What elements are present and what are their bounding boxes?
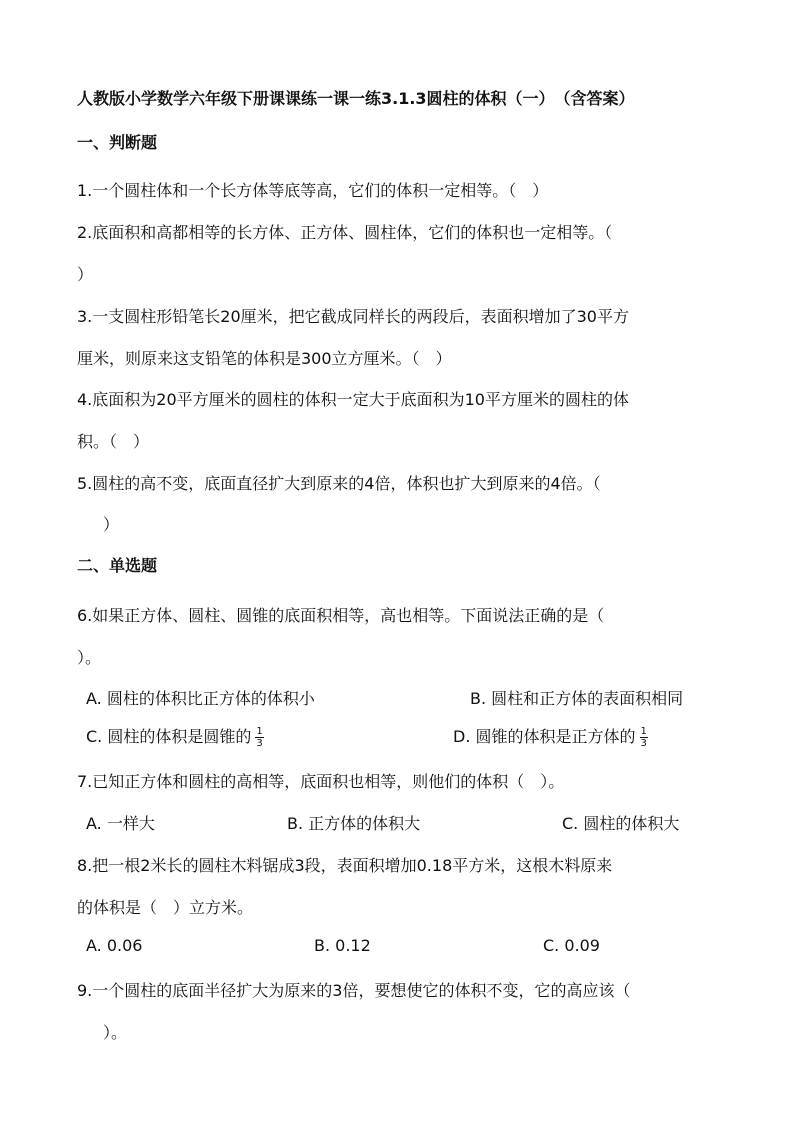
page-title: 人教版小学数学六年级下册课课练一课一练3.1.3圆柱的体积（一） （含答案） [77,89,635,108]
question-3-line-1: 3.一支圆柱形铅笔长20厘米，把它截成同样长的两段后，表面积增加了30平方 [77,307,629,326]
question-6-line-1: 6.如果正方体、圆柱、圆锥的底面积相等，高也相等。下面说法正确的是（ [77,606,605,625]
question-8-option-b: B. 0.12 [314,936,371,955]
fraction-denominator: 3 [256,738,263,749]
fraction-numerator: 1 [640,726,647,737]
question-5-line-1: 5.圆柱的高不变，底面直径扩大到原来的4倍，体积也扩大到原来的4倍。（ [77,474,601,493]
question-1: 1.一个圆柱体和一个长方体等底等高，它们的体积一定相等。（ ） [77,181,549,200]
question-8-line-1: 8.把一根2米长的圆柱木料锯成3段，表面积增加0.18平方米，这根木料原来 [77,856,613,875]
question-2-line-2: ） [77,265,94,284]
question-6-option-c-text: C. 圆柱的体积是圆锥的 [86,727,252,746]
fraction-numerator: 1 [256,726,263,737]
question-9-line-2: ）。 [103,1023,128,1042]
question-6-line-2: ）。 [77,648,102,667]
question-4-line-1: 4.底面积为20平方厘米的圆柱的体积一定大于底面积为10平方厘米的圆柱的体 [77,390,629,409]
question-6-option-b: B. 圆柱和正方体的表面积相同 [470,689,684,708]
question-6-option-d [453,724,648,749]
section-heading-true-false: 一、判断题 [77,133,158,152]
question-8-option-a: A. 0.06 [86,936,143,955]
fraction-denominator: 3 [640,738,647,749]
question-6-option-a: A. 圆柱的体积比正方体的体积小 [86,689,315,708]
fraction-one-third [640,726,648,749]
question-2-line-1: 2.底面积和高都相等的长方体、正方体、圆柱体，它们的体积也一定相等。（ [77,223,613,242]
question-6-option-d-text: D. 圆锥的体积是正方体的 [453,727,636,746]
question-6-option-c [86,724,264,749]
section-heading-single-choice: 二、单选题 [77,556,158,575]
question-7: 7.已知正方体和圆柱的高相等，底面积也相等，则他们的体积（ ）。 [77,772,565,791]
question-8-line-2: 的体积是（ ）立方米。 [77,898,254,917]
question-7-option-c: C. 圆柱的体积大 [562,814,680,833]
question-9-line-1: 9.一个圆柱的底面半径扩大为原来的3倍，要想使它的体积不变，它的高应该（ [77,981,631,1000]
question-5-line-2: ） [103,515,120,534]
question-4-line-2: 积。（ ） [77,432,150,451]
question-8-option-c: C. 0.09 [543,936,600,955]
question-7-option-a: A. 一样大 [86,814,155,833]
question-7-option-b: B. 正方体的体积大 [287,814,421,833]
question-3-line-2: 厘米，则原来这支铅笔的体积是300立方厘米。（ ） [77,349,452,368]
fraction-one-third [255,726,263,749]
